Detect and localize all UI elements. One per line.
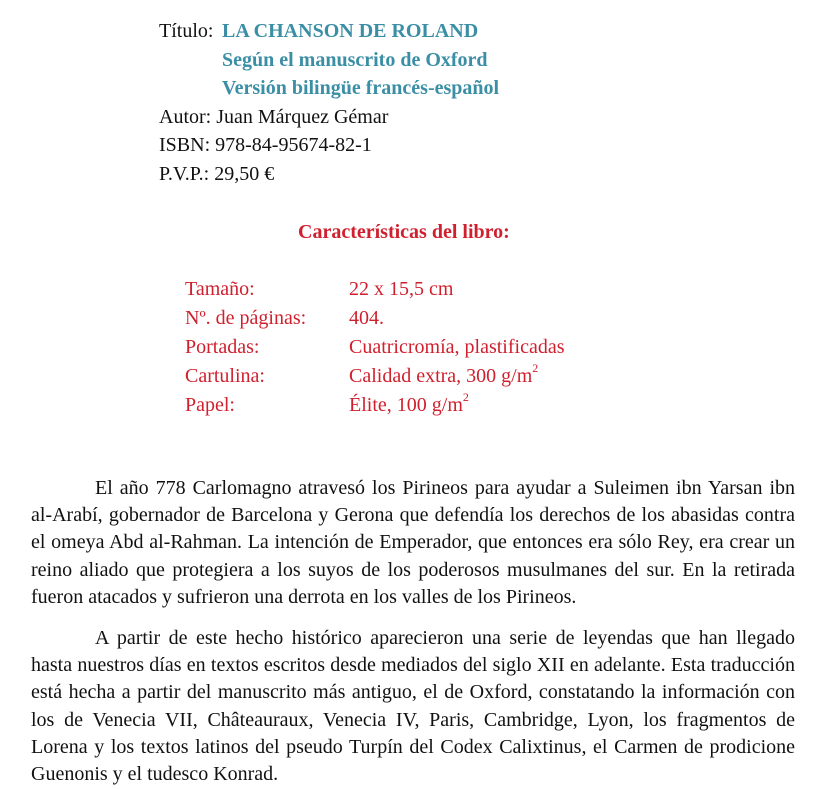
isbn-label: ISBN: bbox=[159, 134, 211, 156]
feature-label: Nº. de páginas: bbox=[185, 307, 307, 329]
feature-value: Cuatricromía, plastificadas bbox=[349, 336, 565, 358]
price-line bbox=[159, 160, 274, 188]
feature-row-covers bbox=[0, 333, 827, 361]
features-heading: Características del libro: bbox=[298, 221, 510, 243]
feature-value-text: Calidad extra, 300 g/m bbox=[349, 365, 533, 387]
feature-label: Portadas: bbox=[185, 336, 260, 358]
price-value: 29,50 € bbox=[214, 163, 275, 185]
isbn-value: 978-84-95674-82-1 bbox=[215, 134, 372, 156]
title-label: Título: bbox=[159, 20, 214, 42]
isbn-line bbox=[159, 131, 372, 159]
book-title: LA CHANSON DE ROLAND bbox=[222, 20, 479, 42]
author-name: Juan Márquez Gémar bbox=[216, 106, 389, 128]
feature-row-pages bbox=[0, 304, 827, 332]
feature-row-paper bbox=[0, 391, 827, 419]
price-label: P.V.P.: bbox=[159, 163, 210, 185]
feature-value bbox=[349, 362, 538, 390]
feature-value: 22 x 15,5 cm bbox=[349, 278, 454, 300]
feature-label: Papel: bbox=[185, 394, 235, 416]
feature-label: Tamaño: bbox=[185, 278, 255, 300]
body-paragraph-2: A partir de este hecho histórico aparecieron una serie de leyendas que han llegado hasta nuestros días en textos escritos desde mediados del siglo XII en adelante. Esta traducción está hecha a partir del manuscrito más antiguo, el de Oxford, constatando la información con los de Venecia VII, Châteauraux, Venecia IV, Paris, Cambridge, Lyon, los fragmentos de Lorena y los textos latinos del pseudo Turpín del Codex Calixtinus, el Carmen de prodicione Guenonis y el tudesco Konrad. bbox=[31, 627, 795, 786]
feature-value-superscript: 2 bbox=[462, 390, 469, 405]
author-line bbox=[159, 103, 388, 131]
book-edition-note: Versión bilingüe francés-español bbox=[222, 77, 500, 99]
feature-value bbox=[349, 391, 469, 419]
feature-value-text: Élite, 100 g/m bbox=[349, 394, 463, 416]
feature-row-cardstock bbox=[0, 362, 827, 390]
feature-value-superscript: 2 bbox=[532, 361, 539, 376]
feature-row-size bbox=[0, 275, 827, 303]
feature-value: 404. bbox=[349, 307, 384, 329]
body-paragraph-1: El año 778 Carlomagno atravesó los Pirineos para ayudar a Suleimen ibn Yarsan ibn al-Arabí, gobernador de Barcelona y Gerona que defendía los derechos de los abasidas contra el omeya Abd al-Rahman. La intención de Emperador, que entonces era sólo Rey, era crear un reino aliado que protegiera a los suyos de los poderosos musulmanes del sur. En la retirada fueron atacados y sufrieron una derrota en los valles de los Pirineos. bbox=[31, 477, 795, 608]
book-subtitle: Según el manuscrito de Oxford bbox=[222, 49, 488, 71]
author-label: Autor: bbox=[159, 106, 212, 128]
feature-label: Cartulina: bbox=[185, 365, 265, 387]
